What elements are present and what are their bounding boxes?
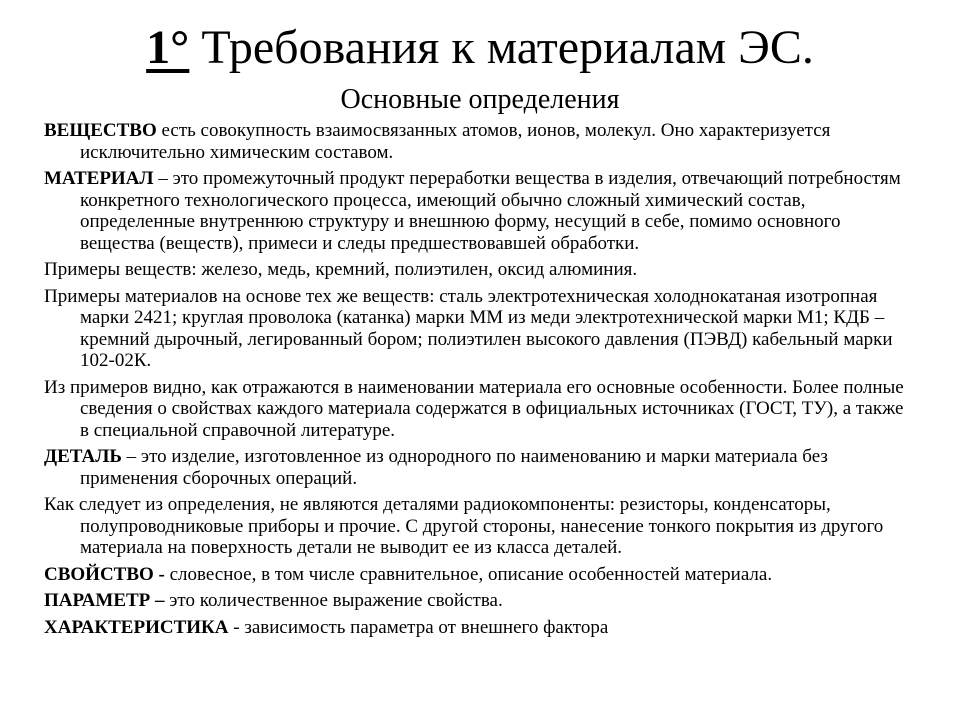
definition-part <box>44 446 914 489</box>
slide-subtitle: Основные определения <box>340 84 620 115</box>
definition-property <box>44 564 914 586</box>
paragraph-text: Из примеров видно, как отражаются в наименовании материала его основные особенности. Более полные сведения о свойствах каждого материала содержатся в официальных источниках (ГОСТ, ТУ), а также в специальной справочной литературе. <box>44 376 904 441</box>
slide-title <box>0 18 960 78</box>
definition-substance <box>44 120 914 163</box>
material-examples <box>44 286 914 372</box>
substance-examples <box>44 259 914 281</box>
term: ДЕТАЛЬ <box>44 446 122 467</box>
title-text: Требования к материалам ЭС. <box>201 21 814 74</box>
title-number: 1° <box>146 21 190 74</box>
definition-text: это количественное выражение свойства. <box>164 590 503 611</box>
paragraph-text: Примеры веществ: железо, медь, кремний, полиэтилен, оксид алюминия. <box>44 259 638 280</box>
definitions-list <box>44 120 914 643</box>
examples-conclusion <box>44 377 914 442</box>
term: ПАРАМЕТР – <box>44 590 165 611</box>
definition-text: - зависимость параметра от внешнего фактора <box>228 616 609 638</box>
term: ВЕЩЕСТВО <box>44 120 157 141</box>
term: СВОЙСТВО - <box>44 563 165 585</box>
definition-text: есть совокупность взаимосвязанных атомов, ионов, молекул. Оно характеризуется исключительно химическим составом. <box>80 120 831 163</box>
definition-text: – это изделие, изготовленное из однородного по наименованию и марки материала без применения сборочных операций. <box>80 446 828 489</box>
definition-characteristic <box>44 617 914 639</box>
term: ХАРАКТЕРИСТИКА <box>44 616 229 638</box>
definition-text: словесное, в том числе сравнительное, описание особенностей материала. <box>164 563 773 585</box>
paragraph-text: Примеры материалов на основе тех же веществ: сталь электротехническая холоднокатаная изотропная марки 2421; круглая проволока (катанка) марки ММ из меди электротехнической марки М1; КДБ – кремний дырочный, легированный бором; полиэтилен высокого давления (ПЭВД) кабельный марки 102-02К. <box>44 285 893 371</box>
definition-parameter <box>44 590 914 612</box>
paragraph-text: Как следует из определения, не являются деталями радиокомпоненты: резисторы, конденсаторы, полупроводниковые приборы и прочие. С другой стороны, нанесение тонкого покрытия из другого материала на поверхность детали не выводит ее из класса деталей. <box>44 494 884 558</box>
part-explanation <box>44 494 914 559</box>
term: МАТЕРИАЛ <box>44 168 154 189</box>
definition-material <box>44 168 914 254</box>
definition-text: – это промежуточный продукт переработки вещества в изделия, отвечающий потребностям конкретного технологического процесса, имеющий обычно сложный химический состав, определенные внутреннюю структуру и внешнюю форму, несущий в себе, помимо основного вещества (веществ), примеси и следы предшествовавшей обработки. <box>80 168 901 254</box>
